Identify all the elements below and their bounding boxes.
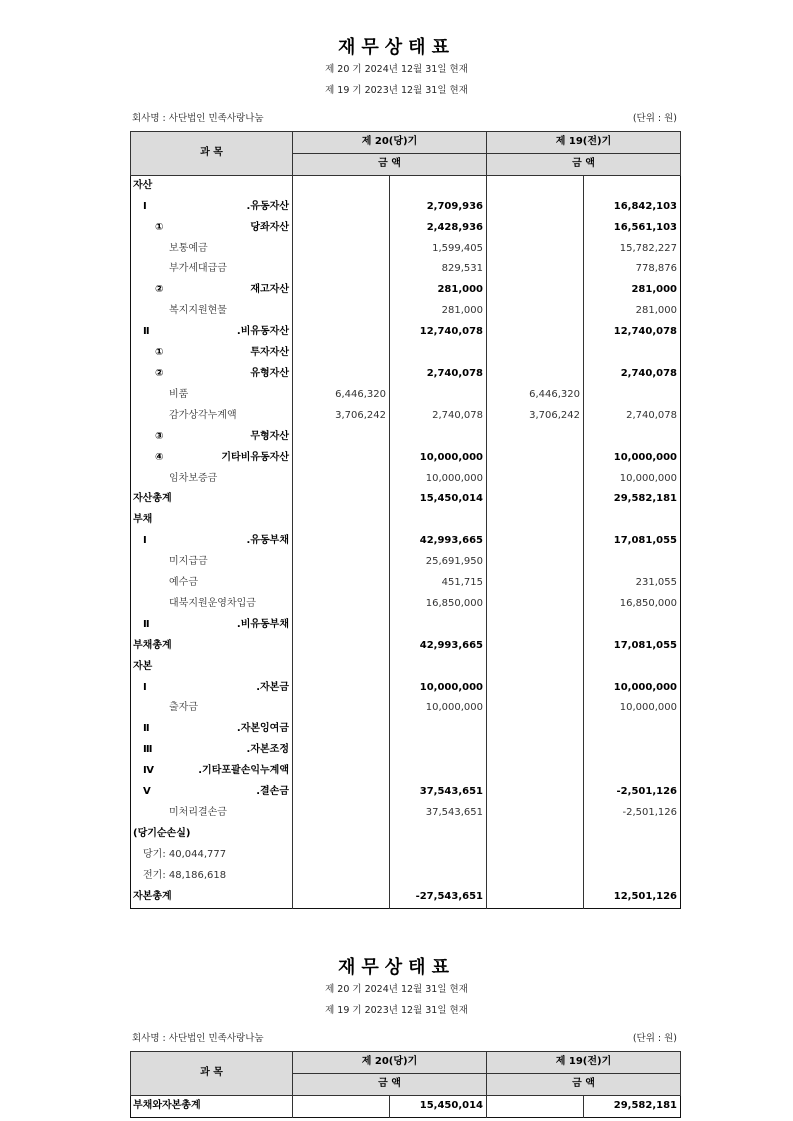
row-prior-sub-amount [487,594,584,615]
row-current-amount: 281,000 [390,280,487,301]
row-account-label: ①투자자산 [155,347,289,359]
row-current-amount [390,719,487,740]
row-current-sub-amount [293,448,390,469]
row-current-sub-amount [293,636,390,657]
row-account-label: Ⅱ.비유동부채 [143,618,289,630]
page1-company-name: 회사명 : 사단법인 민족사랑나눔 [132,113,264,124]
page1-unit: (단위 : 원) [632,113,677,124]
row-prior-sub-amount [487,552,584,573]
row-current-amount [390,866,487,887]
row-current-sub-amount [293,698,390,719]
table-row [131,406,681,427]
row-prior-sub-amount: 3,706,242 [487,406,584,427]
table-row [131,552,681,573]
row-prior-amount [584,385,681,406]
table-row [131,824,681,845]
row-prior-amount: 2,740,078 [584,406,681,427]
row-account-label: 부채총계 [133,639,172,651]
row-account-label: 부채와자본총계 [133,1099,201,1111]
row-account-label: Ⅴ.결손금 [143,786,289,798]
table-row [131,322,681,343]
row-account-label: 미처리결손금 [169,807,227,818]
header-amount-prior: 금 액 [487,1073,681,1095]
table-row [131,510,681,531]
row-current-sub-amount: 3,706,242 [293,406,390,427]
row-current-sub-amount [293,573,390,594]
row-account-label: 자산 [133,179,153,191]
row-current-sub-amount [293,510,390,531]
row-current-amount [390,824,487,845]
row-prior-amount: 281,000 [584,301,681,322]
row-current-amount [390,761,487,782]
row-account-label: 부채 [133,514,153,526]
page2-title: 재무상태표 [338,957,455,978]
row-prior-sub-amount [487,636,584,657]
balance-sheet-table-page2 [130,1051,681,1118]
row-current-amount [390,343,487,364]
header-amount-prior: 금 액 [487,153,681,175]
table-row [131,343,681,364]
table-row [131,761,681,782]
row-current-amount: 10,000,000 [390,469,487,490]
header-prior-period: 제 19(전)기 [487,132,681,154]
row-current-amount: 16,850,000 [390,594,487,615]
table-row [131,385,681,406]
page2-period-prior: 제 19 기 2023년 12월 31일 현재 [325,1005,468,1016]
row-current-sub-amount [293,489,390,510]
row-prior-sub-amount [487,301,584,322]
row-current-amount: 2,740,078 [390,364,487,385]
row-prior-amount: 16,842,103 [584,197,681,218]
table-row [131,678,681,699]
row-prior-sub-amount [487,469,584,490]
row-current-amount [390,385,487,406]
row-account-label: 출자금 [169,702,198,714]
row-account-label: 임차보증금 [169,472,218,484]
row-current-amount: 42,993,665 [390,636,487,657]
row-prior-amount [584,343,681,364]
row-prior-sub-amount [487,239,584,260]
row-current-amount: 2,428,936 [390,218,487,239]
row-prior-amount: -2,501,126 [584,782,681,803]
row-prior-sub-amount [487,531,584,552]
row-prior-amount: -2,501,126 [584,803,681,824]
table-row [131,469,681,490]
row-prior-sub-amount [487,719,584,740]
row-prior-sub-amount [487,489,584,510]
row-current-sub-amount [293,1095,390,1117]
row-prior-amount: 12,740,078 [584,322,681,343]
row-account-label: ③무형자산 [155,430,289,442]
row-current-amount [390,510,487,531]
row-prior-amount: 15,782,227 [584,239,681,260]
row-prior-sub-amount [487,615,584,636]
table-row [131,636,681,657]
row-prior-amount: 10,000,000 [584,678,681,699]
row-current-amount: 829,531 [390,259,487,280]
row-current-sub-amount [293,259,390,280]
row-current-amount: 12,740,078 [390,322,487,343]
row-current-amount [390,427,487,448]
row-prior-sub-amount [487,197,584,218]
row-account-label: 전기: 48,186,618 [143,869,227,881]
header-amount-current: 금 액 [293,1073,487,1095]
table-row [131,698,681,719]
row-current-amount: 451,715 [390,573,487,594]
row-current-amount: 15,450,014 [390,1095,487,1117]
row-current-amount: 15,450,014 [390,489,487,510]
row-current-amount: 10,000,000 [390,448,487,469]
row-current-amount: 25,691,950 [390,552,487,573]
table-row [131,657,681,678]
page2-period-current: 제 20 기 2024년 12월 31일 현재 [325,984,468,995]
row-current-sub-amount [293,740,390,761]
row-account-label: Ⅰ.유동자산 [143,200,289,212]
row-account-label: 부가세대급금 [169,263,227,275]
row-account-label: (당기순손실) [133,827,191,839]
table-row [131,866,681,887]
row-prior-sub-amount [487,698,584,719]
row-current-sub-amount [293,824,390,845]
row-prior-amount: 29,582,181 [584,1095,681,1117]
row-account-label: Ⅰ.자본금 [143,681,289,693]
page2-unit: (단위 : 원) [632,1033,677,1044]
row-prior-amount [584,510,681,531]
row-account-label: 자산총계 [133,493,172,505]
table-row [131,427,681,448]
row-account-label: 예수금 [169,577,198,589]
table-row [131,1095,681,1117]
row-account-label: 감가상각누계액 [169,409,237,421]
row-prior-sub-amount [487,322,584,343]
row-prior-amount [584,615,681,636]
row-current-amount [390,845,487,866]
row-prior-sub-amount [487,427,584,448]
table-row [131,218,681,239]
row-prior-sub-amount [487,1095,584,1117]
row-prior-sub-amount [487,573,584,594]
header-prior-period: 제 19(전)기 [487,1052,681,1074]
row-prior-amount [584,427,681,448]
row-prior-sub-amount [487,866,584,887]
row-current-amount: 281,000 [390,301,487,322]
row-prior-sub-amount [487,343,584,364]
row-prior-amount: 29,582,181 [584,489,681,510]
row-current-sub-amount [293,239,390,260]
row-current-sub-amount [293,678,390,699]
row-current-sub-amount [293,866,390,887]
row-account-label: 복지지원현물 [169,305,227,317]
balance-sheet-body [131,1095,681,1117]
table-row [131,782,681,803]
table-row [131,364,681,385]
row-current-amount [390,615,487,636]
row-current-sub-amount [293,364,390,385]
row-prior-sub-amount [487,259,584,280]
row-account-label: ④기타비유동자산 [155,451,289,463]
row-account-label: 미지급금 [169,556,208,568]
row-current-amount: -27,543,651 [390,887,487,908]
row-prior-sub-amount: 6,446,320 [487,385,584,406]
row-current-amount: 2,740,078 [390,406,487,427]
row-prior-sub-amount [487,448,584,469]
row-current-sub-amount [293,887,390,908]
header-account: 과 목 [131,132,293,176]
row-prior-amount: 12,501,126 [584,887,681,908]
page2-company-name: 회사명 : 사단법인 민족사랑나눔 [132,1033,264,1044]
header-current-period: 제 20(당)기 [293,132,487,154]
row-prior-sub-amount [487,678,584,699]
row-prior-amount [584,845,681,866]
row-current-sub-amount [293,175,390,196]
row-prior-sub-amount [487,510,584,531]
row-current-amount: 42,993,665 [390,531,487,552]
table-row [131,845,681,866]
row-current-amount: 10,000,000 [390,698,487,719]
row-current-sub-amount [293,301,390,322]
row-prior-amount [584,175,681,196]
row-current-sub-amount [293,657,390,678]
row-prior-amount [584,719,681,740]
row-current-sub-amount [293,218,390,239]
table-row [131,489,681,510]
row-current-amount [390,657,487,678]
row-current-sub-amount [293,803,390,824]
row-current-sub-amount [293,322,390,343]
row-prior-amount: 2,740,078 [584,364,681,385]
row-account-label: Ⅰ.유동부채 [143,535,289,547]
row-current-sub-amount [293,280,390,301]
header-amount-current: 금 액 [293,153,487,175]
row-current-sub-amount [293,594,390,615]
page1-title: 재무상태표 [338,37,455,58]
row-prior-sub-amount [487,824,584,845]
row-prior-sub-amount [487,761,584,782]
row-account-label: 자본 [133,660,153,672]
row-account-label: Ⅱ.비유동자산 [143,326,289,338]
row-current-sub-amount [293,531,390,552]
table-row [131,531,681,552]
row-prior-sub-amount [487,845,584,866]
row-current-sub-amount [293,719,390,740]
page1-period-prior: 제 19 기 2023년 12월 31일 현재 [325,85,468,96]
row-prior-amount: 778,876 [584,259,681,280]
table-row [131,615,681,636]
row-current-sub-amount [293,845,390,866]
row-current-amount: 1,599,405 [390,239,487,260]
row-prior-amount: 17,081,055 [584,636,681,657]
row-current-sub-amount [293,761,390,782]
table-row [131,280,681,301]
row-account-label: ②재고자산 [155,284,289,296]
row-prior-sub-amount [487,364,584,385]
table-row [131,301,681,322]
row-prior-amount [584,866,681,887]
row-account-label: ②유형자산 [155,367,289,379]
row-prior-amount [584,824,681,845]
row-prior-amount: 10,000,000 [584,698,681,719]
row-prior-amount [584,740,681,761]
header-account: 과 목 [131,1052,293,1096]
table-row [131,803,681,824]
row-current-sub-amount [293,469,390,490]
table-row [131,448,681,469]
row-account-label: Ⅳ.기타포괄손익누계액 [143,765,289,777]
row-prior-amount: 10,000,000 [584,448,681,469]
balance-sheet-table-page1 [130,131,681,909]
row-account-label: 당기: 40,044,777 [143,848,227,860]
row-current-amount [390,175,487,196]
row-current-sub-amount [293,427,390,448]
row-current-sub-amount: 6,446,320 [293,385,390,406]
row-current-amount: 37,543,651 [390,803,487,824]
row-current-sub-amount [293,552,390,573]
row-prior-amount: 16,561,103 [584,218,681,239]
row-current-amount [390,740,487,761]
row-current-amount: 10,000,000 [390,678,487,699]
row-prior-sub-amount [487,740,584,761]
page1-period-current: 제 20 기 2024년 12월 31일 현재 [325,64,468,75]
table-row [131,239,681,260]
table-row [131,259,681,280]
table-row [131,719,681,740]
row-prior-amount: 17,081,055 [584,531,681,552]
row-prior-amount: 231,055 [584,573,681,594]
row-prior-amount [584,657,681,678]
balance-sheet-body [131,175,681,908]
row-account-label: ①당좌자산 [155,221,289,233]
row-account-label: 자본총계 [133,890,172,902]
row-current-amount: 37,543,651 [390,782,487,803]
row-prior-sub-amount [487,657,584,678]
table-row [131,594,681,615]
row-current-sub-amount [293,782,390,803]
row-account-label: Ⅲ.자본조정 [143,744,289,756]
row-prior-amount [584,552,681,573]
row-prior-sub-amount [487,280,584,301]
row-current-sub-amount [293,197,390,218]
row-account-label: Ⅱ.자본잉여금 [143,723,289,735]
row-prior-amount: 10,000,000 [584,469,681,490]
row-prior-amount: 16,850,000 [584,594,681,615]
row-prior-sub-amount [487,218,584,239]
table-row [131,197,681,218]
table-row [131,573,681,594]
row-prior-sub-amount [487,782,584,803]
row-current-amount: 2,709,936 [390,197,487,218]
row-account-label: 비품 [169,388,189,400]
header-current-period: 제 20(당)기 [293,1052,487,1074]
table-row [131,887,681,908]
row-prior-amount [584,761,681,782]
row-account-label: 대북지원운영차입금 [169,597,256,609]
row-prior-sub-amount [487,887,584,908]
row-prior-sub-amount [487,803,584,824]
table-row [131,175,681,196]
row-prior-sub-amount [487,175,584,196]
row-prior-amount: 281,000 [584,280,681,301]
row-account-label: 보통예금 [169,242,208,254]
row-current-sub-amount [293,343,390,364]
row-current-sub-amount [293,615,390,636]
table-row [131,740,681,761]
